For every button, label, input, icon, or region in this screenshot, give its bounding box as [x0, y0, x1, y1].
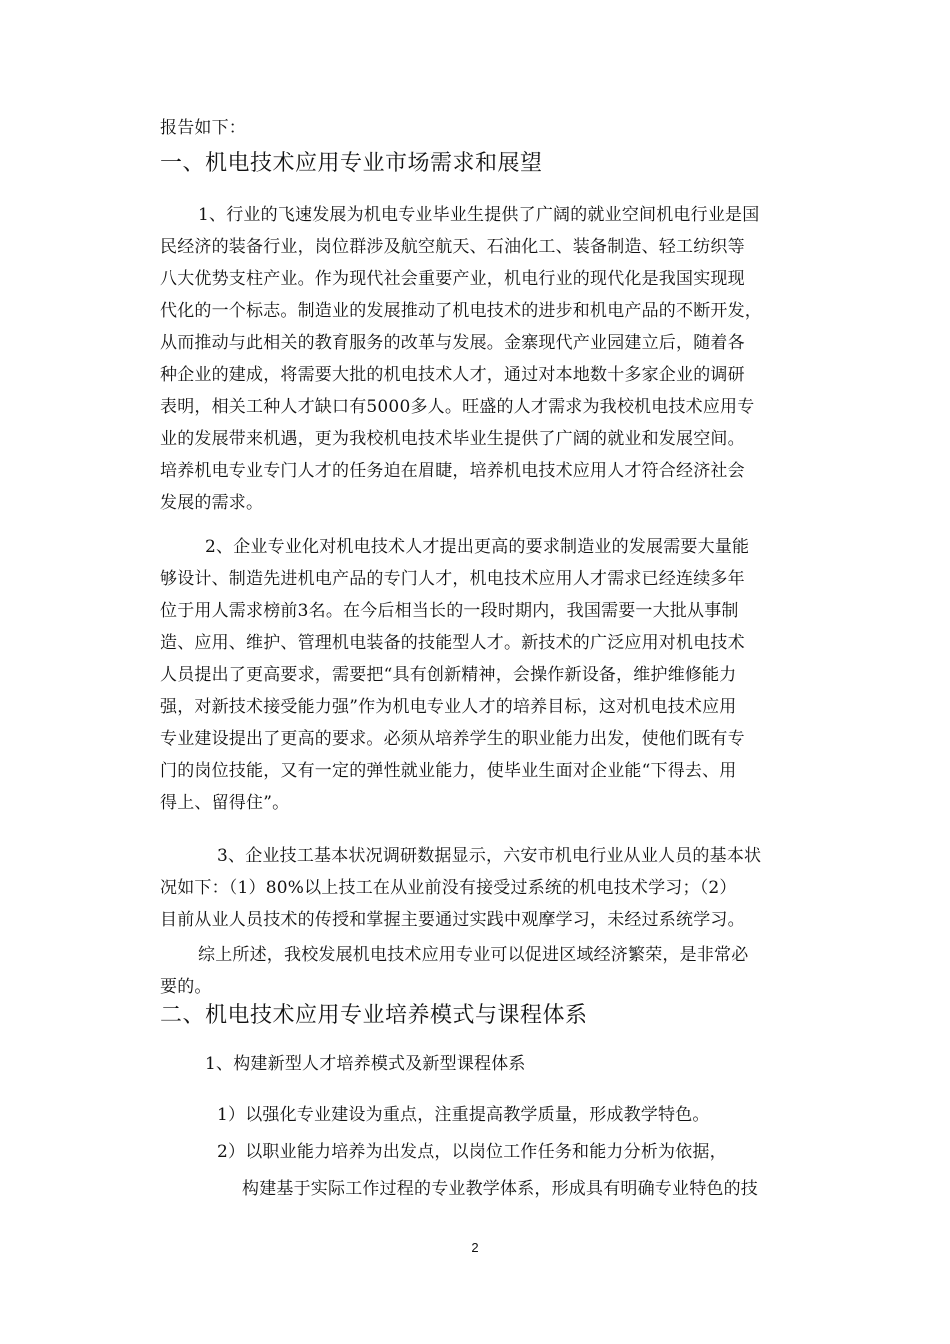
section-heading-1: 一、机电技术应用专业市场需求和展望	[160, 151, 543, 176]
paragraph-line: 表明，相关工种人才缺口有5000多人。旺盛的人才需求为我校机电技术应用专	[160, 397, 755, 417]
paragraph-line: 位于用人需求榜前3名。在今后相当长的一段时期内，我国需要一大批从事制	[160, 601, 739, 621]
paragraph-line: 八大优势支柱产业。作为现代社会重要产业，机电行业的现代化是我国实现现	[160, 269, 745, 289]
paragraph-line: 种企业的建成，将需要大批的机电技术人才，通过对本地数十多家企业的调研	[160, 365, 745, 385]
paragraph-line: 代化的一个标志。制造业的发展推动了机电技术的进步和机电产品的不断开发，	[160, 301, 762, 321]
paragraph-line: 3、企业技工基本状况调研数据显示，六安市机电行业从业人员的基本状	[217, 846, 762, 866]
paragraph-line: 人员提出了更高要求，需要把“具有创新精神，会操作新设备，维护维修能力	[160, 665, 737, 685]
paragraph-line: 况如下：（1）80%以上技工在从业前没有接受过系统的机电技术学习；（2）	[160, 878, 737, 898]
list-item-continuation: 构建基于实际工作过程的专业教学体系，形成具有明确专业特色的技	[242, 1179, 758, 1199]
paragraph-line: 从而推动与此相关的教育服务的改革与发展。金寨现代产业园建立后，随着各	[160, 333, 745, 353]
paragraph-line: 造、应用、维护、管理机电装备的技能型人才。新技术的广泛应用对机电技术	[160, 633, 745, 653]
paragraph-line: 综上所述，我校发展机电技术应用专业可以促进区域经济繁荣，是非常必	[198, 945, 749, 965]
paragraph-line: 门的岗位技能，又有一定的弹性就业能力，使毕业生面对企业能“下得去、用	[160, 761, 737, 781]
paragraph-line: 2、企业专业化对机电技术人才提出更高的要求制造业的发展需要大量能	[205, 537, 750, 557]
paragraph-line: 民经济的装备行业，岗位群涉及航空航天、石油化工、装备制造、轻工纺织等	[160, 237, 745, 257]
paragraph-line: 得上、留得住”。	[160, 793, 290, 813]
paragraph-line: 目前从业人员技术的传授和掌握主要通过实践中观摩学习，未经过系统学习。	[160, 910, 745, 930]
paragraph-line: 1、行业的飞速发展为机电专业毕业生提供了广阔的就业空间机电行业是国	[198, 205, 760, 225]
subsection-heading: 1、构建新型人才培养模式及新型课程体系	[205, 1054, 526, 1074]
paragraph-line: 业的发展带来机遇，更为我校机电技术毕业生提供了广阔的就业和发展空间。	[160, 429, 745, 449]
paragraph-line: 培养机电专业专门人才的任务迫在眉睫，培养机电技术应用人才符合经济社会	[160, 461, 745, 481]
list-item: 2）以职业能力培养为出发点，以岗位工作任务和能力分析为依据，	[217, 1142, 727, 1162]
paragraph-line: 强，对新技术接受能力强”作为机电专业人才的培养目标，这对机电技术应用	[160, 697, 737, 717]
paragraph-line: 专业建设提出了更高的要求。必须从培养学生的职业能力出发，使他们既有专	[160, 729, 745, 749]
page-number: 2	[471, 1240, 479, 1255]
paragraph-line: 要的。	[160, 977, 212, 997]
section-heading-2: 二、机电技术应用专业培养模式与课程体系	[160, 1003, 588, 1028]
paragraph-line: 够设计、制造先进机电产品的专门人才，机电技术应用人才需求已经连续多年	[160, 569, 745, 589]
paragraph-line: 发展的需求。	[160, 493, 264, 513]
list-item: 1）以强化专业建设为重点，注重提高教学质量，形成教学特色。	[217, 1105, 710, 1125]
intro-text: 报告如下：	[160, 118, 246, 138]
